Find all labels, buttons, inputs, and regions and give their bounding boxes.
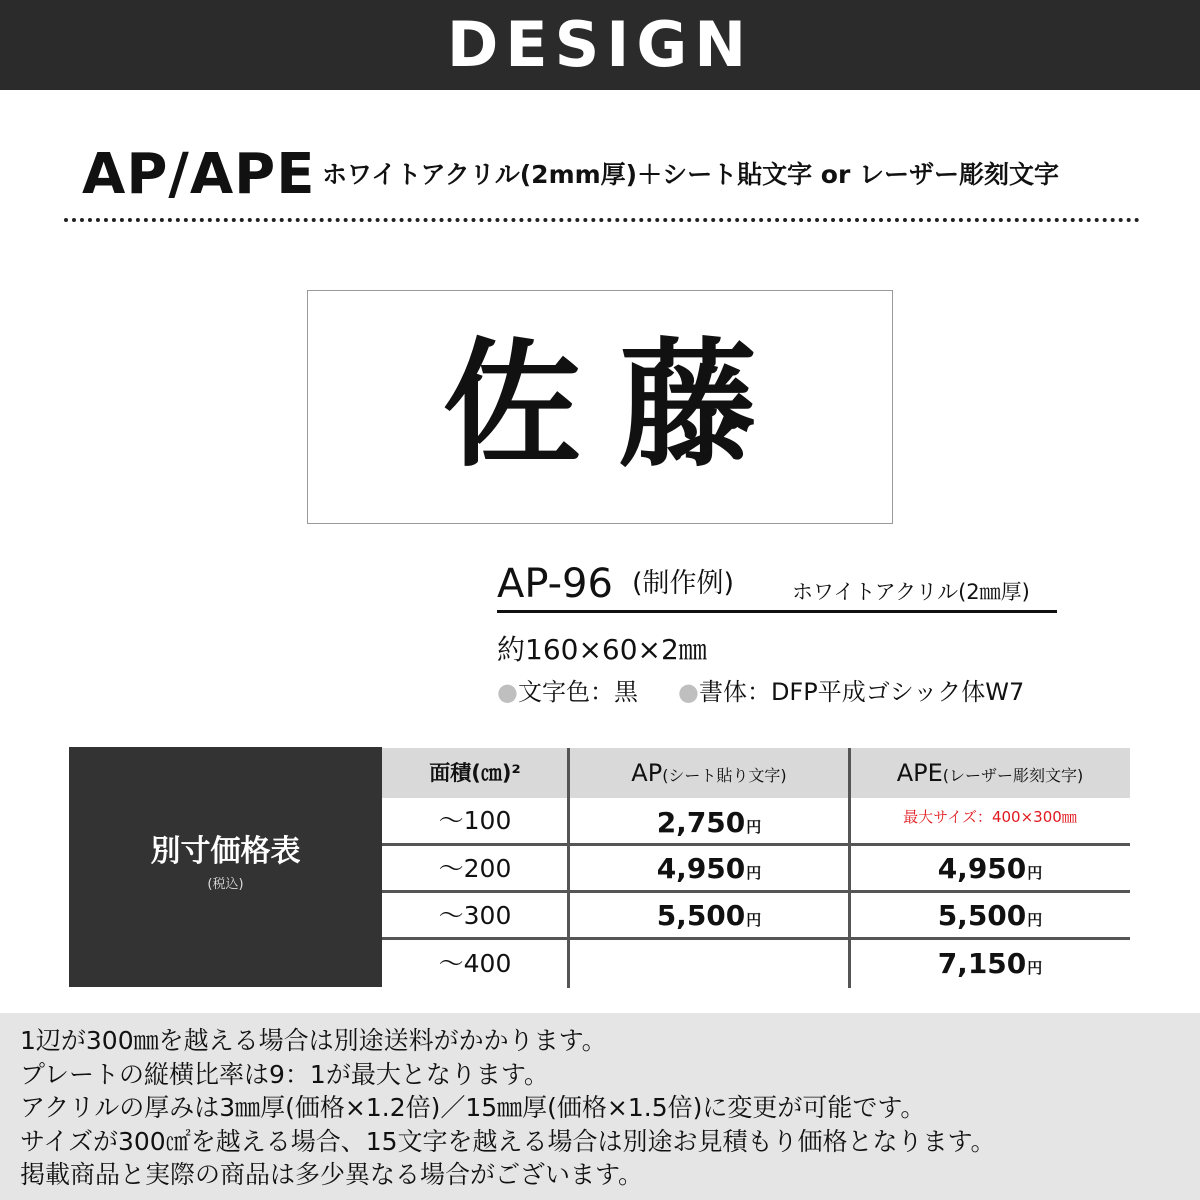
header-ape-label: APE — [896, 759, 943, 787]
example-code: AP-96 — [497, 561, 613, 607]
spec-font — [678, 676, 1024, 708]
note-item: 1辺が300㎜を越える場合は別途送料がかかります。 — [20, 1026, 607, 1055]
table-cell-area: 〜300 — [438, 901, 512, 930]
header-ap-label: AP — [631, 759, 663, 787]
currency-label: 円 — [1027, 864, 1043, 882]
bullet-icon: ● — [678, 678, 699, 706]
product-model: AP/APE — [82, 142, 316, 207]
table-cell-area: 〜400 — [438, 949, 512, 978]
table-cell-ape-price — [850, 940, 1130, 992]
sample-nameplate-text: 佐藤 — [442, 325, 795, 486]
sample-nameplate — [307, 290, 893, 524]
table-cell-ap-price — [569, 846, 849, 896]
currency-label: 円 — [1027, 959, 1043, 977]
note-item: アクリルの厚みは3㎜厚(価格×1.2倍)／15㎜厚(価格×1.5倍)に変更が可能です。 — [20, 1093, 926, 1122]
header-area: 面積(㎝)² — [429, 761, 521, 785]
currency-label: 円 — [746, 818, 762, 836]
table-cell-ape-price — [850, 893, 1130, 943]
currency-label: 円 — [746, 864, 762, 882]
example-material: ホワイトアクリル(2㎜厚) — [792, 580, 1030, 604]
table-cell-area: 〜200 — [438, 854, 512, 883]
table-cell-ap-price — [569, 893, 849, 943]
currency-label: 円 — [1027, 911, 1043, 929]
banner-title: DESIGN — [446, 8, 754, 81]
price-table-subtitle: (税込) — [207, 877, 244, 892]
header-ap — [569, 748, 849, 798]
header-ape — [850, 748, 1130, 798]
example-underline — [497, 610, 1057, 613]
table-cell-ape-note: 最大サイズ：400×300㎜ — [903, 808, 1077, 826]
price-value: 4,950 — [937, 852, 1027, 885]
bullet-icon: ● — [497, 678, 518, 706]
price-value: 7,150 — [937, 947, 1027, 980]
price-value: 4,950 — [656, 852, 746, 885]
example-size: 約160×60×2㎜ — [497, 633, 707, 666]
price-table-title: 別寸価格表 — [150, 834, 301, 869]
table-cell-ap-price — [569, 798, 849, 852]
header-ape-note: (レーザー彫刻文字) — [942, 766, 1084, 785]
currency-label: 円 — [746, 911, 762, 929]
table-cell-area: 〜100 — [438, 806, 512, 835]
price-value: 2,750 — [656, 806, 746, 839]
spec-text-color — [497, 676, 638, 708]
spec-label: 書体：DFP平成ゴシック体W7 — [698, 678, 1025, 706]
note-item: プレートの縦横比率は9：1が最大となります。 — [20, 1059, 549, 1089]
dotted-divider — [64, 218, 1140, 222]
notes-list — [20, 1024, 1190, 1192]
note-item: サイズが300㎠を越える場合、15文字を越える場合は別途お見積もり価格となります。 — [20, 1126, 996, 1156]
spec-label: 文字色：黒 — [517, 678, 638, 706]
price-value: 5,500 — [656, 899, 746, 932]
product-description: ホワイトアクリル(2mm厚)＋シート貼文字 or レーザー彫刻文字 — [322, 160, 1060, 189]
header-ap-note: (シート貼り文字) — [662, 766, 787, 785]
price-value: 5,500 — [937, 899, 1027, 932]
table-cell-ape-price — [850, 846, 1130, 896]
example-tag: (制作例) — [632, 568, 735, 599]
note-item: 掲載商品と実際の商品は多少異なる場合がございます。 — [20, 1160, 644, 1189]
